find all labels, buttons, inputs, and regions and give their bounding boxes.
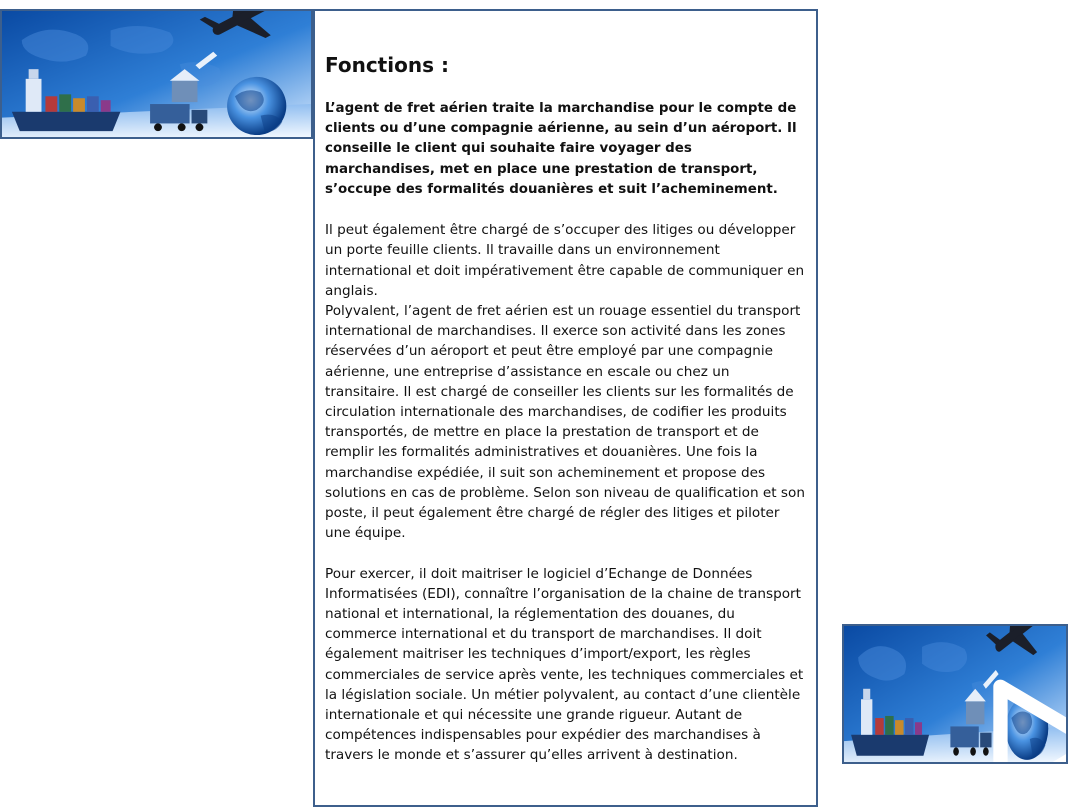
text-panel: [313, 9, 818, 807]
intro-paragraph: L’agent de fret aérien traite la marchandise pour le compte de clients ou d’une compagnie aérienne, au sein d’un aéroport. Il conseille le client qui souhaite faire voyager des marchandises, met en place une prestation de transport, s’occupe des formalités douanières et suit l’acheminement.: [325, 101, 797, 197]
freight-banner-image: [0, 9, 313, 139]
video-thumbnail[interactable]: [842, 624, 1068, 764]
play-icon[interactable]: [936, 676, 1068, 764]
freight-illustration-icon: [2, 11, 311, 137]
paragraph-spacer: [325, 200, 806, 220]
body-paragraph-1: Il peut également être chargé de s’occuper des litiges ou développer un porte feuille clients. Il travaille dans un environnement international et doit impérativement être capable de communiquer en anglais.: [325, 222, 805, 299]
body-paragraph-3: Pour exercer, il doit maitriser le logiciel d’Echange de Données Informatisées (EDI), connaître l’organisation de la chaine de transport national et international, la réglementation des douanes, du commerce international et du transport de marchandises. Il doit également maitriser les techniques d’import/export, les règles commerciales de service après vente, les techniques commerciales et la législation sociale. Un métier polyvalent, au contact d’une clientèle internationale et qui nécessite une grande rigueur. Autant de compétences indispensables pour expédier des marchandises à travers le monde et s’assurer qu’elles arrivent à destination.: [325, 565, 804, 764]
section-title: Fonctions :: [325, 53, 449, 77]
body-paragraph-2: Polyvalent, l’agent de fret aérien est un rouage essentiel du transport international de marchandises. Il exerce son activité dans les zones réservées d’un aéroport et peut être employé par une compagnie aérienne, une entreprise d’assistance en escale ou chez un transitaire. Il est chargé de conseiller les clients sur les formalités de circulation internationale des marchandises, de codifier les produits transportés, de mettre en place la prestation de transport et de remplir les formalités administratives et douanières. Une fois la marchandise expédiée, il suit son acheminement et propose des solutions en cas de problème. Selon son niveau de qualification et son poste, il peut également être chargé de régler des litiges et piloter une équipe.: [325, 303, 805, 542]
paragraph-spacer: [325, 543, 806, 563]
